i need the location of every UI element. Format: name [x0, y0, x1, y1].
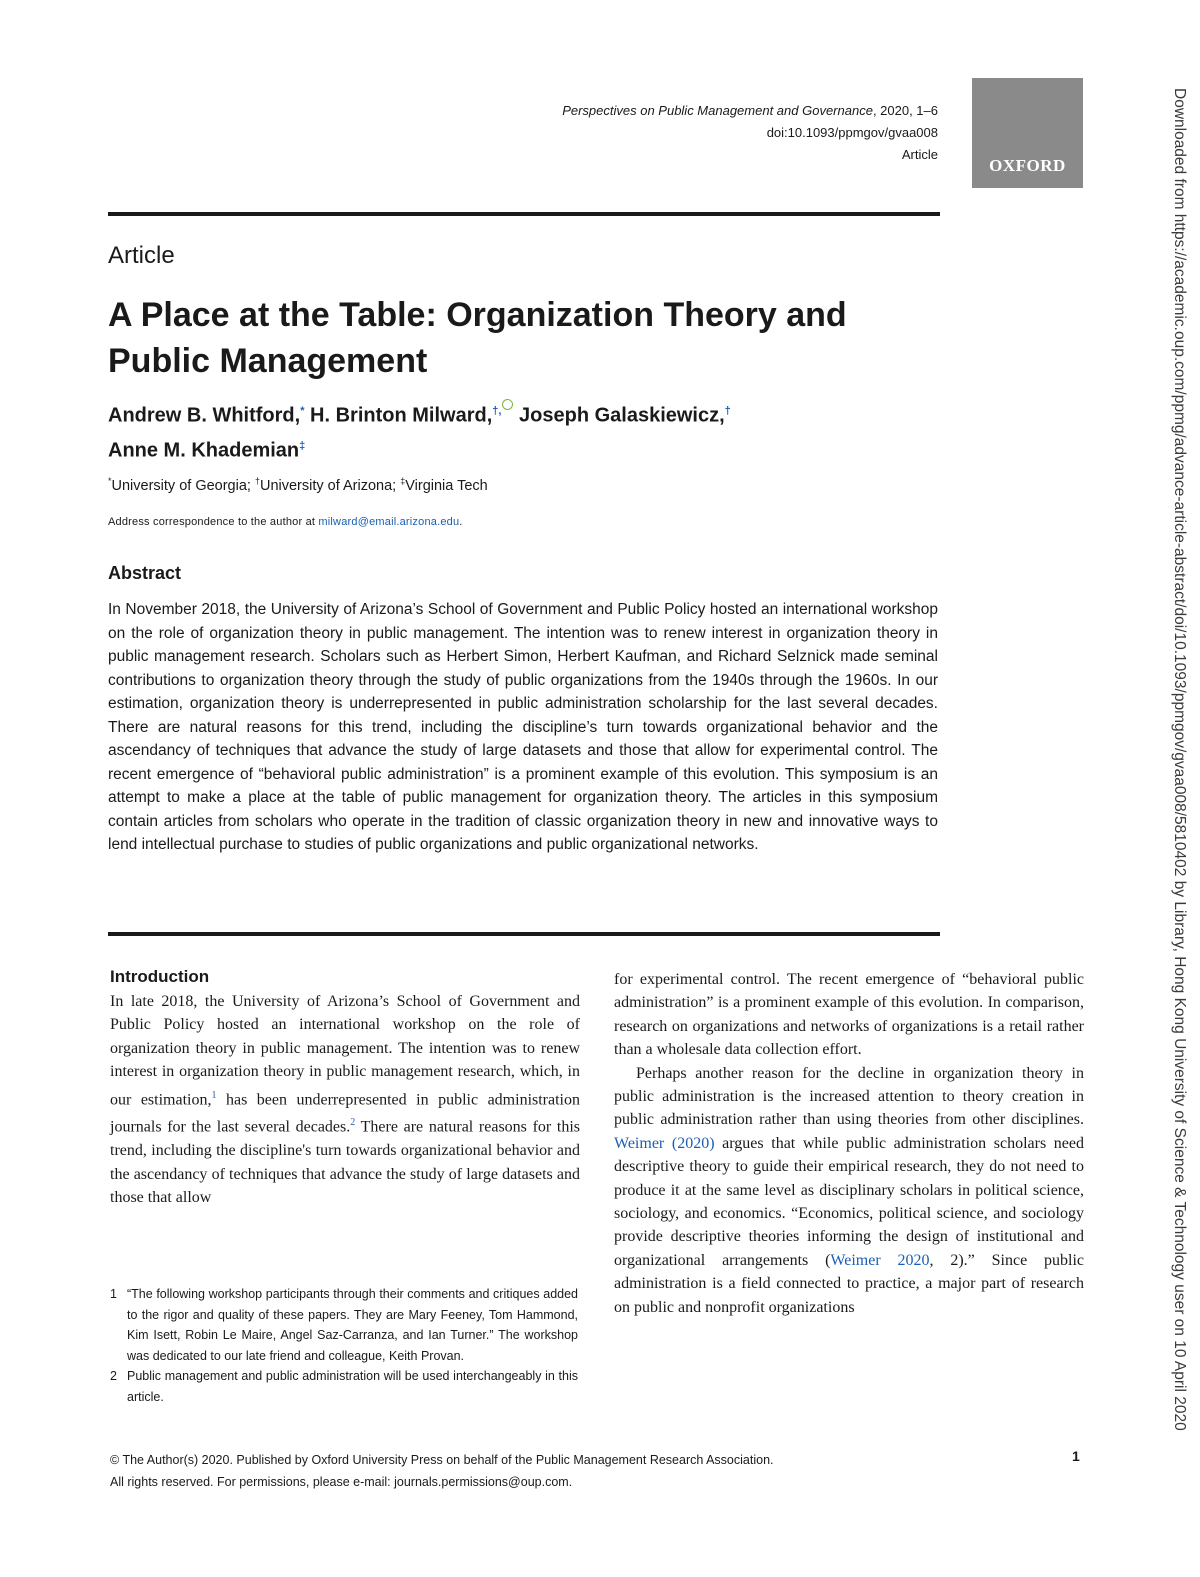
citation-link[interactable]: Weimer (2020)	[614, 1134, 715, 1152]
correspondence-email-link[interactable]: milward@email.arizona.edu	[318, 516, 460, 528]
journal-name: Perspectives on Public Management and Governance	[562, 103, 873, 118]
abstract-rule	[108, 932, 940, 936]
author-affil-mark: ‡	[299, 439, 306, 452]
page-number: 1	[1072, 1448, 1080, 1464]
article-type: Article	[901, 147, 938, 162]
article-title: A Place at the Table: Organization Theory and Public Management	[108, 296, 847, 380]
footnote-ref-2[interactable]: 2	[350, 1117, 356, 1129]
oxford-logo	[972, 78, 1083, 188]
author-affil-mark: †	[724, 405, 731, 417]
correspondence	[108, 516, 463, 528]
body-text: , 2).” Since public administration is a field connected to practice, a major part of research on public and nonprofit organizations	[614, 1251, 1085, 1316]
citation-link[interactable]: Weimer 2020	[830, 1251, 930, 1269]
affil-mark: ‡	[400, 476, 406, 486]
footnote-text: Public management and public administration will be used interchangeably in this article.	[127, 1369, 578, 1404]
intro-paragraph	[110, 990, 580, 1209]
author-name[interactable]: Anne M. Khademian	[108, 439, 300, 462]
body-paragraph: for experimental control. The recent emergence of “behavioral public administration” is a prominent example of this evolution. In comparison, research on organizations and networks of organizations is a retail rather than a wholesale data collection effort.	[614, 971, 1084, 1059]
affil-name: University of Georgia;	[111, 477, 251, 494]
footnote-number: 2	[110, 1369, 117, 1383]
author-name[interactable]: Andrew B. Whitford,	[108, 404, 301, 427]
footnotes	[110, 1284, 578, 1407]
journal-volume: , 2020, 1–6	[872, 103, 938, 118]
journal-header	[562, 100, 938, 166]
journal-citation	[562, 100, 938, 122]
introduction-heading: Introduction	[110, 967, 210, 986]
affil-mark: †	[254, 476, 260, 486]
footnote-item	[110, 1284, 578, 1366]
affiliations	[108, 476, 488, 494]
download-stamp-text: Downloaded from https://academic.oup.com/ppmg/advance-article-abstract/doi/10.1093/ppmgov/gvaa008/5810402 by Library, Hong Kong University of Science & Technology user on 10 April 2020	[1171, 88, 1188, 1431]
doi[interactable]: doi:10.1093/ppmgov/gvaa008	[766, 125, 938, 140]
body-text: Perhaps another reason for the decline in organization theory in public administration is the increased attention to theory creation in public administration rather than using theories from other disciplines.	[614, 1064, 1084, 1129]
copyright-line: © The Author(s) 2020. Published by Oxford University Press on behalf of the Public Management Research Association.	[110, 1453, 774, 1467]
author-name[interactable]: Joseph Galaskiewicz,	[519, 404, 725, 427]
abstract-text: In November 2018, the University of Arizona’s School of Government and Public Policy hosted an international workshop on the role of organization theory in public management. The intention was to renew interest in organization theory in public management research. Scholars such as Herbert Simon, Herbert Kaufman, and Richard Selznick made seminal contributions to organization theory through the study of public organizations from the 1940s through the 1960s. In our estimation, organization theory is underrepresented in public administration scholarship for the last several decades. There are natural reasons for this trend, including the discipline’s turn towards organizational behavior and the ascendancy of techniques that advance the study of large datasets and those that allow for experimental control. The recent emergence of “behavioral public administration” is a prominent example of this evolution. This symposium is an attempt to make a place at the table of public management for organization theory. The articles in this symposium contain articles from scholars who operate in the tradition of classic organization theory in new and innovative ways to lend intellectual purchase to studies of public organizations and public organizational networks.	[108, 601, 938, 853]
footnote-text: “The following workshop participants through their comments and critiques added to the rigor and quality of these papers. They are Mary Feeney, Tom Hammond, Kim Isett, Robin Le Maire, Angel Saz-Carranza, and Ian Turner.” The workshop was dedicated to our late friend and colleague, Keith Provan.	[127, 1287, 578, 1363]
body-paragraph	[614, 1062, 1084, 1319]
permissions-line: All rights reserved. For permissions, please e-mail: journals.permissions@oup.com.	[110, 1475, 573, 1489]
orcid-icon[interactable]	[502, 399, 513, 410]
intro-text: In late 2018, the University of Arizona’s School of Government and Public Policy hosted an international workshop on the role of organization theory in public management. The intention was to renew interest in organization theory in public management research, which, in our estimation,	[110, 993, 580, 1108]
section-label: Article	[108, 242, 175, 269]
affil-name: Virginia Tech	[405, 477, 488, 494]
abstract-heading: Abstract	[108, 563, 182, 583]
intro-text: has been underrepresented in public administration journals for the last several decades.	[110, 1090, 581, 1136]
oxford-logo-text: OXFORD	[989, 156, 1066, 175]
intro-text: There are natural reasons for this trend, including the discipline's turn towards organizational behavior and the ascendancy of techniques that advance the study of large datasets and those that allow	[110, 1118, 581, 1206]
author-affil-mark: †,	[492, 405, 502, 417]
author-name[interactable]: H. Brinton Milward,	[310, 404, 493, 427]
affil-name: University of Arizona;	[259, 477, 397, 494]
top-rule	[108, 212, 940, 216]
affil-mark: *	[108, 476, 112, 486]
download-stamp	[1170, 88, 1190, 1431]
correspondence-end: .	[459, 516, 463, 528]
footnote-ref-1[interactable]: 1	[211, 1089, 217, 1101]
column-right	[614, 968, 1084, 1319]
footnote-number: 1	[110, 1287, 117, 1301]
footnote-item	[110, 1366, 578, 1407]
correspondence-label: Address correspondence to the author at	[108, 516, 319, 528]
author-list	[108, 396, 938, 465]
author-affil-mark: *	[300, 405, 305, 417]
copyright-notice	[110, 1449, 774, 1493]
column-left	[110, 990, 580, 1209]
body-text: argues that while public administration scholars need descriptive theory to guide their empirical research, they do not need to produce it at the same level as disciplinary scholars in political science, sociology, and economics. “Economics, political science, and sociology provide descriptive theories informing the design of institutional and organizational arrangements (	[614, 1134, 1084, 1269]
